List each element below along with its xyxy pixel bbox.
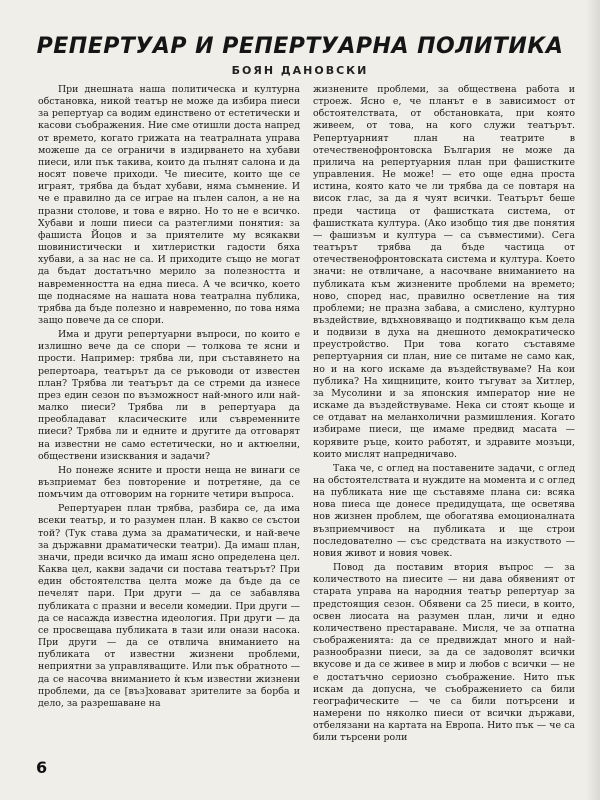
article-author: БОЯН ДАНОВСКИ: [231, 64, 369, 77]
scan-edge-shadow: [586, 0, 600, 800]
paragraph: Така че, с оглед на поставените задачи, с оглед на обстоятелствата и нуждите на момента и с оглед на публиката ние ще съставяме плана си: всяка нова пиеса ще донесе предидущата, ще осветява нов жизнен проблем, ще обогатява емоционалната възприемчивост на публиката и ще строи последователно — със средствата на изкуството — новия живот и новия човек.: [313, 462, 575, 559]
paragraph: Репертуарен план трябва, разбира се, да има всеки театър, и то разумен план. В какво се състои той? (Тук става дума за драматически, и най-вече за държавни драматически театри). Да имаш план, значи, преди всичко да имаш ясно определена цел. Каква цел, какви задачи си постава театърът? При един обстоятелства целта може да бъде да се печелят пари. При други — да се забавлява публиката с празни и весели комедии. При други — да се насажда известна идеология. При други — да се просвещава публиката в тази или онази насока. При други — да се отвлича вниманието на публиката от известни жизнени проблеми, неприятни за управляващите. Или пък обратното — да се насочва вниманието ѝ към известни жизнени проблеми, да се [въз]ховават зрителите за борба и дело, за разрешаване на: [38, 503, 300, 709]
paragraph: жизнените проблеми, за обществена работа и строеж. Ясно е, че планът е в зависимост от обстоятелствата, от обстановката, при която живеем, от това, на кого служи театърът. Репертуарният план на театрите в отечественофронтовска България не може да прилича на репертуарния план при фашистките управления. Не може! — ето още една проста истина, която като че ли трябва да се повтаря на висок глас, за да я чуят всички. Театърът беше преди частица от фашистката система, от фашистката култура. (Ако изобщо тия две понятия — фашизъм и култура — са съвместими). Сега театърът трябва да бъде частица от отечественофронтовската система и култура. Което значи: не отвличане, а насочване вниманието на публиката към жизнените проблеми на времето; ново, според нас, правилно осветление на тия проблеми; не празна забава, а смислено, културно въздействие, вдъхновяващо и подтикващо към дела и подвизи в духа на днешното демократическо преустройство. При това когато съставяме репертуарния си план, ние се питаме не само как, но и на кого искаме да въздействуваме? На кои публика? На хищниците, които тъгуват за Хитлер, за Мусолини и за японския император ние не искаме да въздействуваме. Нека си стоят кьоще и се отдават на меланхолични размишления. Когато избираме пиеси, ще имаме предвид масата — корявите ръце, които работят, и здравите мозъци, които мислят напредничаво.: [313, 84, 575, 460]
paragraph: Повод да поставим втория въпрос — за количеството на пиесите — ни дава обявеният от старата управа на народния театър репертуар за предстоящия сезон. Обявени са 25 пиеси, в които, освен лиосата на разумен план, личи и едно количествено престараване. Мисля, че за отпатна съображенията: да се предвиждат много и най-разнообразни пиеси, за да се задоволят всички вкусове и да се живее в мир и любов с всички — не е достатъчно сериозно съображение. Нито пък искам да допусна, че съображението са били географическите — че са били потърсени и намерени по няколко пиеси от всички държави, отбелязани на картата на Европа. Нито пък — че са били търсени роли: [313, 562, 575, 744]
text-column-right: [313, 84, 575, 774]
paragraph: При днешната наша политическа и културна обстановка, никой театър не може да избира пиеси за репертуар са водим единствено от естетически и касови съображения. Ние сме отишли доста напред от времето, когато грижата на театралната управа можеше да се ограничи в издирването на хубави пиеси, или пък такива, които да пълнят салона и да носят повече приходи. Че пиесите, които ще се играят, трябва да бъдат хубави, няма съмнение. И че е правилно да се играе на пълен салон, а не на празни столове, и това е вярно. Но то не е всичко. Хубави и лоши пиеси са разтеглими понятия: за фашиста Йоцов и за приятелите му всякакви шовинистически и хитлеристки гадости бяха хубави, а за нас не са. И приходите също не могат да бъдат достатъчно мерило за полезността и навременността на една пиеса. А че всичко, което ще поднасяме на нашата нова театрална публика, трябва да бъде полезно и навременно, по това няма защо повече да се спори.: [38, 84, 300, 326]
page-number: 6: [36, 758, 48, 777]
paragraph: Има и други репертуарни въпроси, по които е излишно вече да се спори — толкова те ясни и прости. Например: трябва ли, при съставянето на репертоара, театърът да се ръководи от известен план? Трябва ли театърът да се стреми да изнесе през един сезон по възможност най-много или най-малко пиеси? Трябва ли в репертуара да преобладават класическите или съвременните пиеси? Трябва ли и едните и другите да отговарят на известни не само естетически, но и актюелни, обществени изисквания и задачи?: [38, 329, 300, 462]
article-title: РЕПЕРТУАР И РЕПЕРТУАРНА ПОЛИТИКА: [36, 34, 564, 59]
text-column-left: [38, 84, 300, 774]
paragraph: Но понеже ясните и прости неща не винаги се възприемат без повторение и потретяне, да се помъчим да отговорим на горните четири въпроса.: [38, 464, 300, 501]
